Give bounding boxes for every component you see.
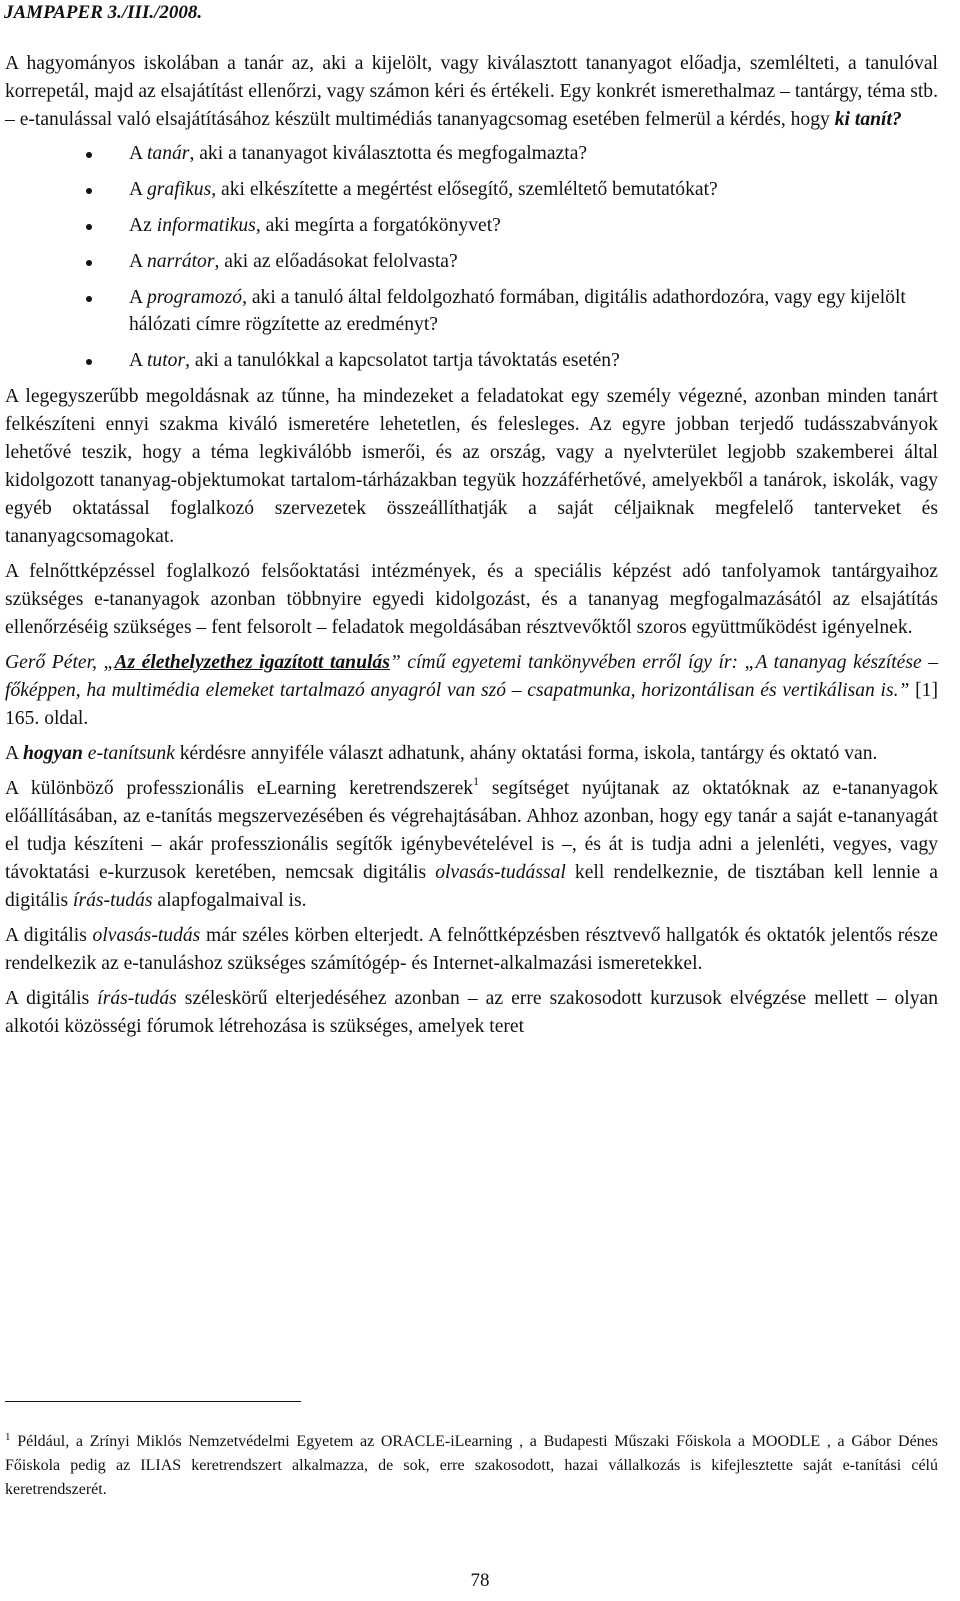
paragraph-standards: A legegyszerűbb megoldásnak az tűnne, ha mindezeket a feladatokat egy személy végezné, azonban minden tanárt felkészíteni ennyi szakma kiváló ismeretére lehetetlen, és felesleges. Az egyre jobban terjedő tudásszabványok lehetővé teszik, hogy a téma legkiválóbb ismerői, és az ország, vagy a nyelvterület legjobb szakemberei által kidolgozott tananyag-objektumokat tartalom-tárházakban tegyük hozzáférhetővé, amelyekből a tanárok, iskolák, vagy egyéb oktatással foglalkozó szervezetek összeállíthatják a saját céljaiknak megfelelő tanterveket és tananyagcsomagokat. [5, 386, 938, 547]
intro-question: ki tanít? [834, 109, 902, 130]
main-text [5, 50, 938, 1041]
footnote-reference[interactable]: 1 [473, 774, 480, 788]
list-item: Az informatikus, aki megírta a forgatókönyvet? [5, 212, 938, 239]
bullet-icon [86, 152, 92, 158]
paragraph-reading: A digitális olvasás-tudás már széles körben elterjedt. A felnőttképzésben résztvevő hallgatók és oktatók jelentős része rendelkezik az e-tanuláshoz szükséges számítógép- és Internet-alkalmazási ismeretekkel. [5, 925, 938, 974]
page-number: 78 [470, 1570, 490, 1591]
role-list [5, 140, 938, 374]
paragraph-writing: A digitális írás-tudás széleskörű elterjedéséhez azonban – az erre szakosodott kurzusok elvégzése mellett – olyan alkotói közösségi fórumok létrehozása is szükséges, amelyek teret [5, 988, 938, 1037]
footnote-divider [5, 1401, 301, 1402]
footnote-text: Például, a Zrínyi Miklós Nemzetvédelmi Egyetem az ORACLE-iLearning , a Budapesti Műszaki Főiskola a MOODLE , a Gábor Dénes Főiskola pedig az ILIAS keretrendszert alkalmazza, de sok, erre szakosodott, hazai vállalkozás is kifejlesztette saját e-tanítási célú keretrendszerét. [5, 1433, 938, 1498]
quote-paragraph: Gerő Péter, „Az élethelyzethez igazított tanulás” című egyetemi tankönyvében erről így ír: „A tananyag készítése – főképpen, ha multimédia elemeket tartalmazó anyagról van szó – csapatmunka, horizontálisan és vertikálisan is.” [1] 165. oldal. [5, 652, 939, 729]
quoted-book-title: Az élethelyzethez igazított tanulás [114, 652, 390, 673]
list-item: A grafikus, aki elkészítette a megértést elősegítő, szemléltető bemutatókat? [5, 176, 938, 203]
intro-paragraph [5, 50, 938, 134]
paragraph-frameworks: A különböző professzionális eLearning keretrendszerek$^1$ segítséget nyújtanak az oktatóknak az e-tananyagok előállításában, az e-tanítás megszervezésében és végrehajtásában. Ahhoz azonban, hogy egy tanár a saját e-tananyagát el tudja készíteni – akár professzionális segítők igénybevételével is –, és át is tudja adni a jelenléti, vegyes, vagy távoktatási e-kurzusok keretében, nemcsak digitális olvasás-tudással kell rendelkeznie, de tisztában kell lennie a digitális írás-tudás alapfogalmaival is. [5, 774, 939, 911]
list-item: A narrátor, aki az előadásokat felolvasta? [5, 248, 938, 275]
list-item: A programozó, aki a tanuló által feldolgozható formában, digitális adathordozóra, vagy egy kijelölt hálózati címre rögzítette az eredményt? [5, 284, 938, 338]
bullet-icon [86, 188, 92, 194]
list-item: A tutor, aki a tanulókkal a kapcsolatot tartja távoktatás esetén? [5, 347, 938, 374]
journal-header: JAMPAPER 3./III./2008. [4, 2, 203, 23]
list-item: A tanár, aki a tananyagot kiválasztotta és megfogalmazta? [5, 140, 938, 167]
footnote [5, 1425, 938, 1502]
bullet-icon [86, 224, 92, 230]
intro-text: A hagyományos iskolában a tanár az, aki a kijelölt, vagy kiválasztott tananyagot előadja, szemlélteti, a tanulóval korrepetál, majd az elsajátítást ellenőrzi, vagy számon kéri és értékeli. Egy konkrét ismerethalmaz – tantárgy, téma stb. – e-tanulással való elsajátításához készült multimédiás tananyagcsomag esetében felmerül a kérdés, hogy [5, 53, 938, 130]
bullet-icon [86, 296, 92, 302]
footnote-number: 1 [5, 1431, 11, 1443]
bullet-icon [86, 260, 92, 266]
paragraph-how: A hogyan e-tanítsunk kérdésre annyiféle választ adhatunk, ahány oktatási forma, iskola, tantárgy és oktató van. [5, 743, 878, 764]
bullet-icon [86, 359, 92, 365]
paragraph-adult-education: A felnőttképzéssel foglalkozó felsőoktatási intézmények, és a speciális képzést adó tanfolyamok tantárgyaihoz szükséges e-tananyagok azonban többnyire egyedi kidolgozást, és a tananyag megfogalmazásától az elsajátítás ellenőrzéséig szükséges – fent felsorolt – feladatok megoldásában résztvevőktől szoros együttműködést igényelnek. [5, 561, 938, 638]
